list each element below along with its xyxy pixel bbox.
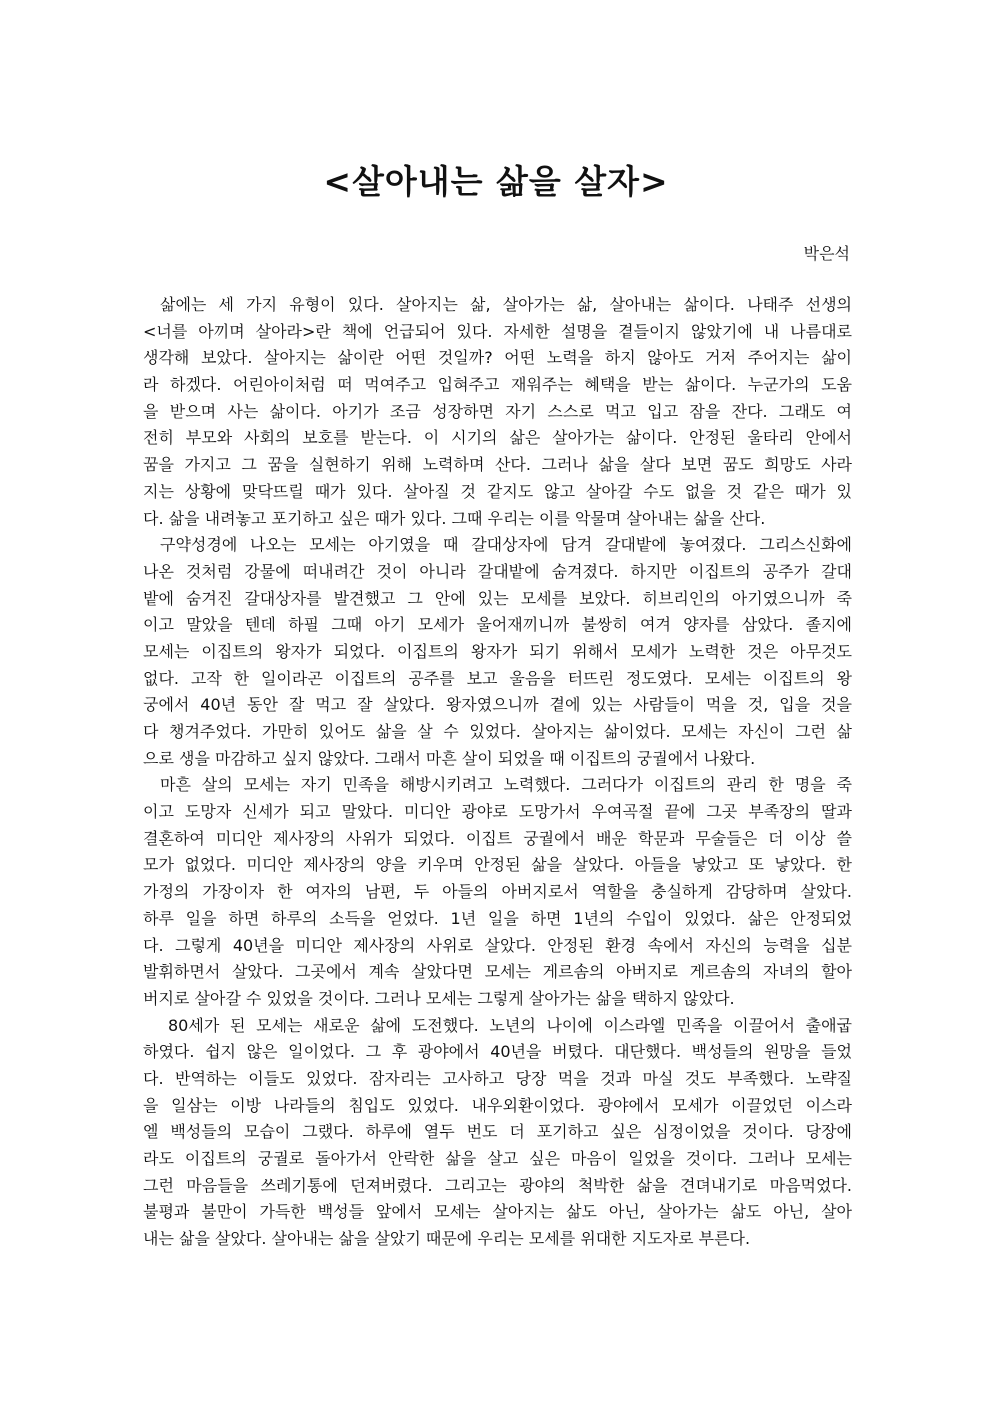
- text-line: 결혼하여 미디안 제사장의 사위가 되었다. 이집트 궁궐에서 배운 학문과 무술들은 더 이상 쓸: [143, 828, 852, 848]
- text-line: 하루 일을 하면 하루의 소득을 얻었다. 1년 일을 하면 1년의 수입이 있었다. 삶은 안정되었: [143, 908, 852, 928]
- text-line: 발휘하면서 살았다. 그곳에서 계속 살았다면 모세는 게르솜의 아버지로 게르솜의 자녀의 할아: [143, 962, 852, 982]
- text-line: 라 하겠다. 어린아이처럼 떠 먹여주고 입혀주고 재워주는 혜택을 받는 삶이다. 누군가의 도움: [143, 375, 852, 395]
- paragraph: [143, 532, 852, 772]
- text-line: 꿈을 가지고 그 꿈을 실현하기 위해 노력하며 산다. 그러나 삶을 살다 보면 꿈도 희망도 사라: [143, 455, 852, 475]
- text-line: 을 일삼는 이방 나라들의 침입도 있었다. 내우외환이었다. 광야에서 모세가 이끌었던 이스라: [143, 1095, 852, 1115]
- text-line: 엘 백성들의 모습이 그랬다. 하루에 열두 번도 더 포기하고 싶은 심정이었을 것이다. 당장에: [143, 1122, 852, 1142]
- text-line: 궁에서 40년 동안 잘 먹고 잘 살았다. 왕자였으니까 곁에 있는 사람들이 먹을 것, 입을 것을: [143, 695, 852, 715]
- text-line: 버지로 살아갈 수 있었을 것이다. 그러나 모세는 그렇게 살아가는 삶을 택하지 않았다.: [143, 988, 735, 1008]
- text-line: 하였다. 쉽지 않은 일이었다. 그 후 광야에서 40년을 버텼다. 대단했다. 백성들의 원망을 들었: [143, 1042, 852, 1062]
- paragraph: [143, 292, 852, 532]
- text-line: 전히 부모와 사회의 보호를 받는다. 이 시기의 삶은 살아가는 삶이다. 안정된 울타리 안에서: [143, 428, 852, 448]
- text-line: 가정의 가장이자 한 여자의 남편, 두 아들의 아버지로서 역할을 충실하게 감당하며 살았다.: [143, 882, 852, 902]
- text-line: 다. 그렇게 40년을 미디안 제사장의 사위로 살았다. 안정된 환경 속에서 자신의 능력을 십분: [143, 935, 852, 955]
- author-name: 박은석: [803, 244, 850, 263]
- text-line: 다. 반역하는 이들도 있었다. 잠자리는 고사하고 당장 먹을 것과 마실 것도 부족했다. 노략질: [143, 1068, 852, 1088]
- document-body: [143, 292, 852, 1253]
- text-line: 이고 도망자 신세가 되고 말았다. 미디안 광야로 도망가서 우여곡절 끝에 그곳 부족장의 딸과: [143, 802, 852, 822]
- text-line: 다. 삶을 내려놓고 포기하고 싶은 때가 있다. 그때 우리는 이를 악물며 살아내는 삶을 산다.: [143, 508, 766, 528]
- text-line: 나온 것처럼 강물에 떠내려간 것이 아니라 갈대밭에 숨겨졌다. 하지만 이집트의 공주가 갈대: [143, 561, 852, 581]
- text-line: 밭에 숨겨진 갈대상자를 발견했고 그 안에 있는 모세를 보았다. 히브리인의 아기였으니까 죽: [143, 588, 852, 608]
- text-line: 구약성경에 나오는 모세는 아기였을 때 갈대상자에 담겨 갈대밭에 놓여졌다. 그리스신화에: [160, 535, 852, 555]
- text-line: 생각해 보았다. 살아지는 삶이란 어떤 것일까? 어떤 노력을 하지 않아도 거저 주어지는 삶이: [143, 348, 852, 368]
- text-line: 을 받으며 사는 삶이다. 아기가 조금 성장하면 자기 스스로 먹고 입고 잠을 잔다. 그래도 여: [143, 401, 852, 421]
- text-line: 불평과 불만이 가득한 백성들 앞에서 모세는 살아지는 삶도 아닌, 살아가는 삶도 아닌, 살아: [143, 1202, 852, 1222]
- paragraph: [143, 1013, 852, 1253]
- text-line: <너를 아끼며 살아라>란 책에 언급되어 있다. 자세한 설명을 곁들이지 않았기에 내 나름대로: [143, 321, 852, 341]
- paragraph: [143, 772, 852, 1012]
- text-line: 으로 생을 마감하고 싶지 않았다. 그래서 마흔 살이 되었을 때 이집트의 궁궐에서 나왔다.: [143, 748, 756, 768]
- text-line: 모가 없었다. 미디안 제사장의 양을 키우며 안정된 삶을 살았다. 아들을 낳았고 또 낳았다. 한: [143, 855, 852, 875]
- text-line: 삶에는 세 가지 유형이 있다. 살아지는 삶, 살아가는 삶, 살아내는 삶이다. 나태주 선생의: [160, 295, 852, 314]
- text-line: 80세가 된 모세는 새로운 삶에 도전했다. 노년의 나이에 이스라엘 민족을 이끌어서 출애굽: [168, 1015, 852, 1035]
- text-line: 마흔 살의 모세는 자기 민족을 해방시키려고 노력했다. 그러다가 이집트의 관리 한 명을 죽: [160, 775, 852, 795]
- text-line: 없다. 고작 한 일이라곤 이집트의 공주를 보고 울음을 터뜨린 정도였다. 모세는 이집트의 왕: [143, 668, 852, 688]
- document-title: <살아내는 삶을 살자>: [323, 162, 669, 201]
- text-line: 내는 삶을 살았다. 살아내는 삶을 살았기 때문에 우리는 모세를 위대한 지도자로 부른다.: [143, 1229, 751, 1249]
- text-line: 다 챙겨주었다. 가만히 있어도 삶을 살 수 있었다. 살아지는 삶이었다. 모세는 자신이 그런 삶: [143, 722, 852, 741]
- text-line: 라도 이집트의 궁궐로 돌아가서 안락한 삶을 살고 싶은 마음이 일었을 것이다. 그러나 모세는: [143, 1149, 852, 1168]
- text-line: 지는 상황에 맞닥뜨릴 때가 있다. 살아질 것 같지도 않고 살아갈 수도 없을 것 같은 때가 있: [143, 481, 852, 501]
- text-line: 그런 마음들을 쓰레기통에 던져버렸다. 그리고는 광야의 척박한 삶을 견뎌내기로 마음먹었다.: [143, 1175, 852, 1195]
- text-line: 모세는 이집트의 왕자가 되었다. 이집트의 왕자가 되기 위해서 모세가 노력한 것은 아무것도: [143, 641, 852, 661]
- text-line: 이고 말았을 텐데 하필 그때 아기 모세가 울어재끼니까 불쌍히 여겨 양자를 삼았다. 졸지에: [143, 615, 852, 635]
